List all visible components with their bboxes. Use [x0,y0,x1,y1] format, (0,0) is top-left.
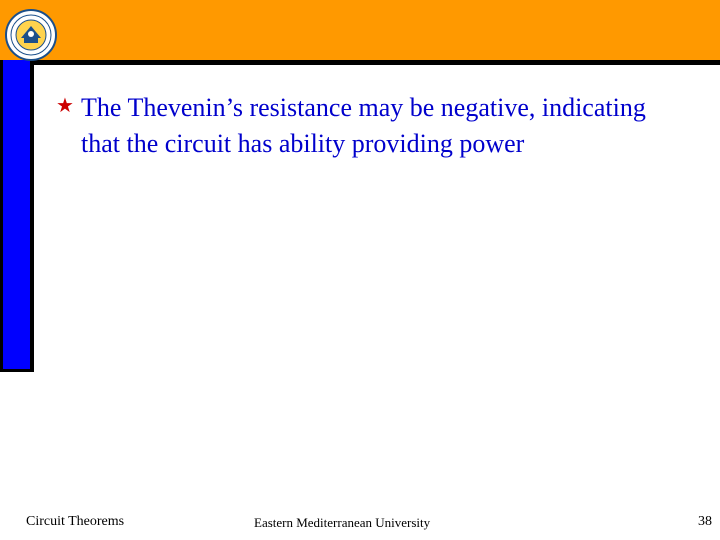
side-bar-frame [0,60,34,372]
page-number: 38 [698,514,712,529]
star-bullet-icon: ★ [56,93,74,117]
side-bar [3,60,30,369]
footer-course-title: Circuit Theorems [26,514,125,529]
university-seal-icon [4,8,58,62]
header-bar [0,0,720,60]
header-divider [34,60,720,65]
footer-institution: Eastern Mediterranean University [254,515,431,530]
bullet-item [56,90,656,162]
bullet-text: The Thevenin’s resistance may be negative, indicating that the circuit has ability providing power [81,93,646,158]
